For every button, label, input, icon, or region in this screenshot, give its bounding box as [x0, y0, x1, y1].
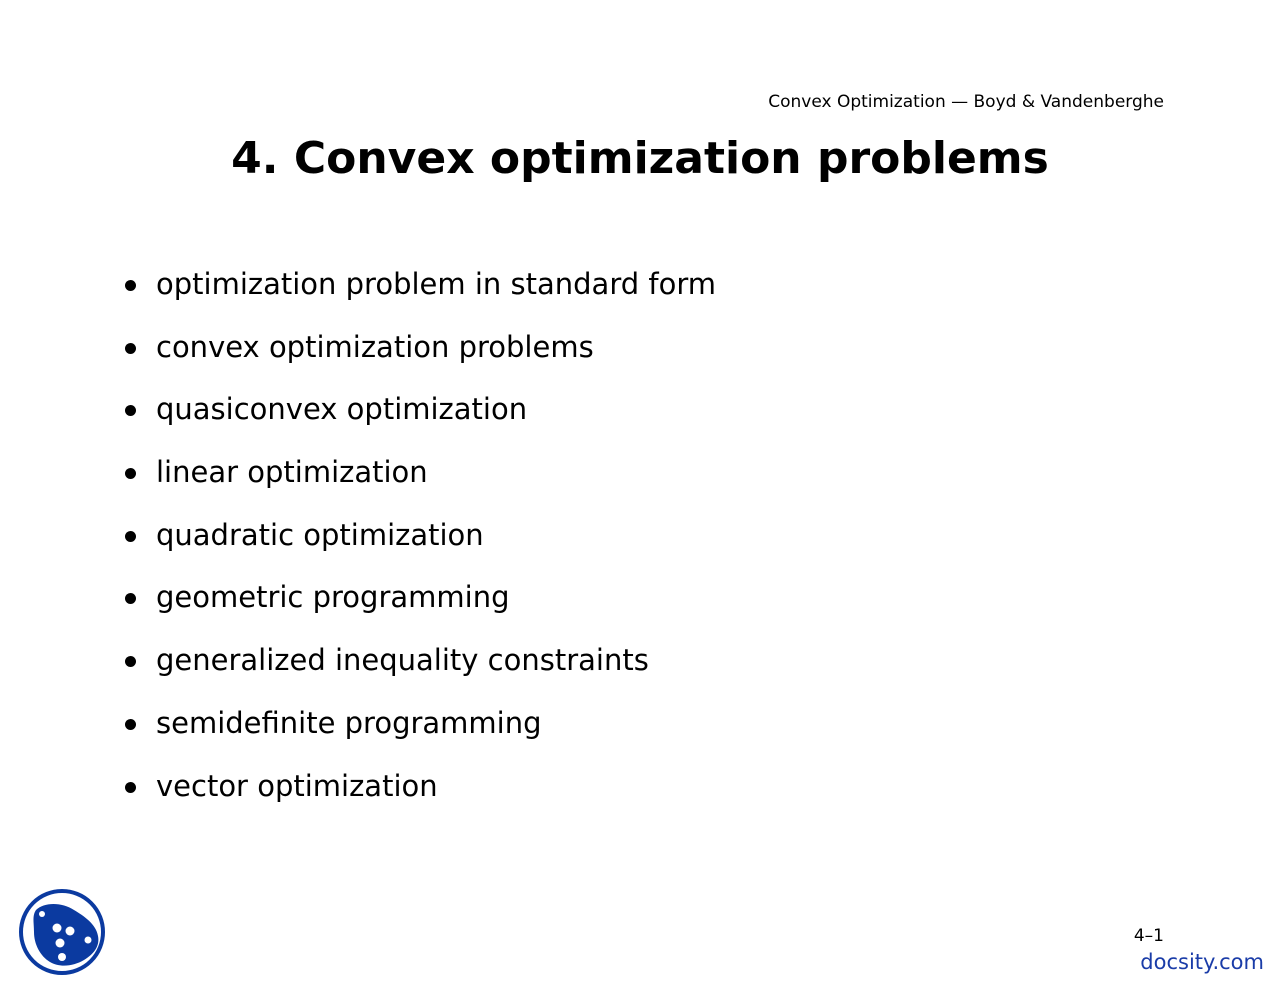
- bullet-dot-icon: [125, 531, 136, 542]
- list-item-text: quasiconvex optimization: [156, 392, 528, 427]
- list-item-text: convex optimization problems: [156, 329, 594, 364]
- list-item: [118, 701, 716, 764]
- bullet-dot-icon: [125, 343, 136, 354]
- list-item: [118, 450, 716, 513]
- bullet-dot-icon: [125, 719, 136, 730]
- list-item: [118, 638, 716, 701]
- list-item-text: optimization problem in standard form: [156, 267, 716, 301]
- bullet-dot-icon: [125, 280, 136, 291]
- list-item-text: geometric programming: [156, 580, 510, 615]
- list-item: [118, 513, 716, 576]
- list-item-text: quadratic optimization: [156, 517, 484, 552]
- docsity-logo-icon[interactable]: [18, 888, 106, 976]
- bullet-dot-icon: [125, 593, 136, 604]
- list-item-text: semidefinite programming: [156, 705, 542, 740]
- slide-title: 4. Convex optimization problems: [231, 133, 1049, 184]
- site-link[interactable]: docsity.com: [1140, 950, 1264, 974]
- bullet-dot-icon: [125, 405, 136, 416]
- bullet-dot-icon: [125, 782, 136, 793]
- list-item: [118, 387, 716, 450]
- list-item-text: vector optimization: [156, 768, 438, 803]
- bullet-dot-icon: [125, 468, 136, 479]
- list-item-text: generalized inequality constraints: [156, 643, 649, 678]
- list-item: [118, 575, 716, 638]
- topic-list: [118, 262, 716, 826]
- list-item: [118, 325, 716, 388]
- list-item-text: linear optimization: [156, 455, 428, 490]
- bullet-dot-icon: [125, 656, 136, 667]
- course-header: Convex Optimization — Boyd & Vandenberghe: [768, 92, 1164, 112]
- list-item: [118, 764, 716, 827]
- list-item: [118, 262, 716, 325]
- page-number: 4–1: [1133, 926, 1164, 946]
